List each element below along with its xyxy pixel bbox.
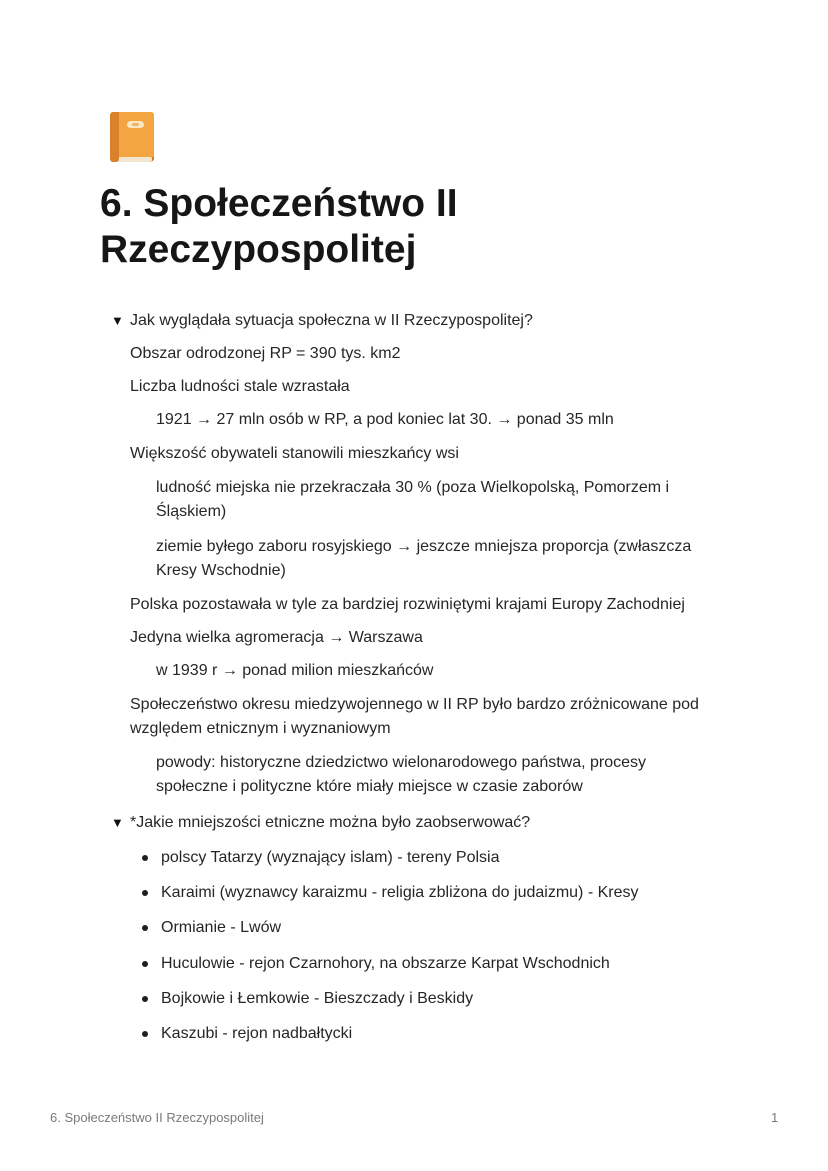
toggle-triangle-icon[interactable]: ▼ (111, 313, 124, 328)
list-item-nested: ludność miejska nie przekraczała 30 % (poza Wielkopolską, Pomorzem i Śląskiem) (156, 479, 670, 520)
list-item: Jedyna wielka agromeracja → Warszawa (130, 629, 423, 646)
toggle-heading: Jak wyglądała sytuacja społeczna w II Rzeczypospolitej? (130, 312, 533, 329)
list-item: Społeczeństwo okresu miedzywojennego w II RP było bardzo zróżnicowane pod względem etnicznym i wyznaniowym (130, 696, 699, 737)
book-icon (108, 110, 156, 164)
list-item-nested: w 1939 r → ponad milion mieszkańców (156, 662, 434, 679)
list-item: Liczba ludności stale wzrastała (130, 378, 350, 395)
bullet-item: Karaimi (wyznawcy karaizmu - religia zbliżona do judaizmu) - Kresy (161, 884, 639, 901)
page-title: 6. Społeczeństwo II Rzeczypospolitej (100, 182, 458, 271)
footer-doc-title: 6. Społeczeństwo II Rzeczypospolitej (50, 1110, 264, 1125)
bullet-icon (142, 961, 148, 967)
bullet-item: polscy Tatarzy (wyznający islam) - tereny Polsia (161, 849, 500, 866)
bullet-item: Kaszubi - rejon nadbałtycki (161, 1025, 353, 1042)
bullet-item: Ormianie - Lwów (161, 919, 282, 936)
bullet-icon (142, 890, 148, 896)
toggle-triangle-icon[interactable]: ▼ (111, 815, 124, 830)
list-item-nested: 1921 → 27 mln osób w RP, a pod koniec lat 30. → ponad 35 mln (156, 411, 614, 428)
bullet-icon (142, 925, 148, 931)
toggle-heading: *Jakie mniejszości etniczne można było zaobserwować? (130, 814, 531, 831)
list-item: Większość obywateli stanowili mieszkańcy wsi (130, 445, 459, 462)
list-item-nested: powody: historyczne dziedzictwo wielonarodowego państwa, procesy społeczne i polityczne które miały miejsce w czasie zaborów (156, 754, 647, 795)
bullet-icon (142, 1031, 148, 1037)
bullet-icon (142, 996, 148, 1002)
bullet-icon (142, 855, 148, 861)
list-item: Polska pozostawała w tyle za bardziej rozwiniętymi krajami Europy Zachodniej (130, 596, 685, 613)
list-item: Obszar odrodzonej RP = 390 tys. km2 (130, 345, 401, 362)
bullet-item: Bojkowie i Łemkowie - Bieszczady i Beskidy (161, 990, 474, 1007)
footer-page-number: 1 (771, 1110, 779, 1125)
bullet-item: Huculowie - rejon Czarnohory, na obszarze Karpat Wschodnich (161, 955, 610, 972)
list-item-nested: ziemie byłego zaboru rosyjskiego → jeszcze mniejsza proporcja (zwłaszcza Kresy Wschodnie) (156, 538, 692, 579)
